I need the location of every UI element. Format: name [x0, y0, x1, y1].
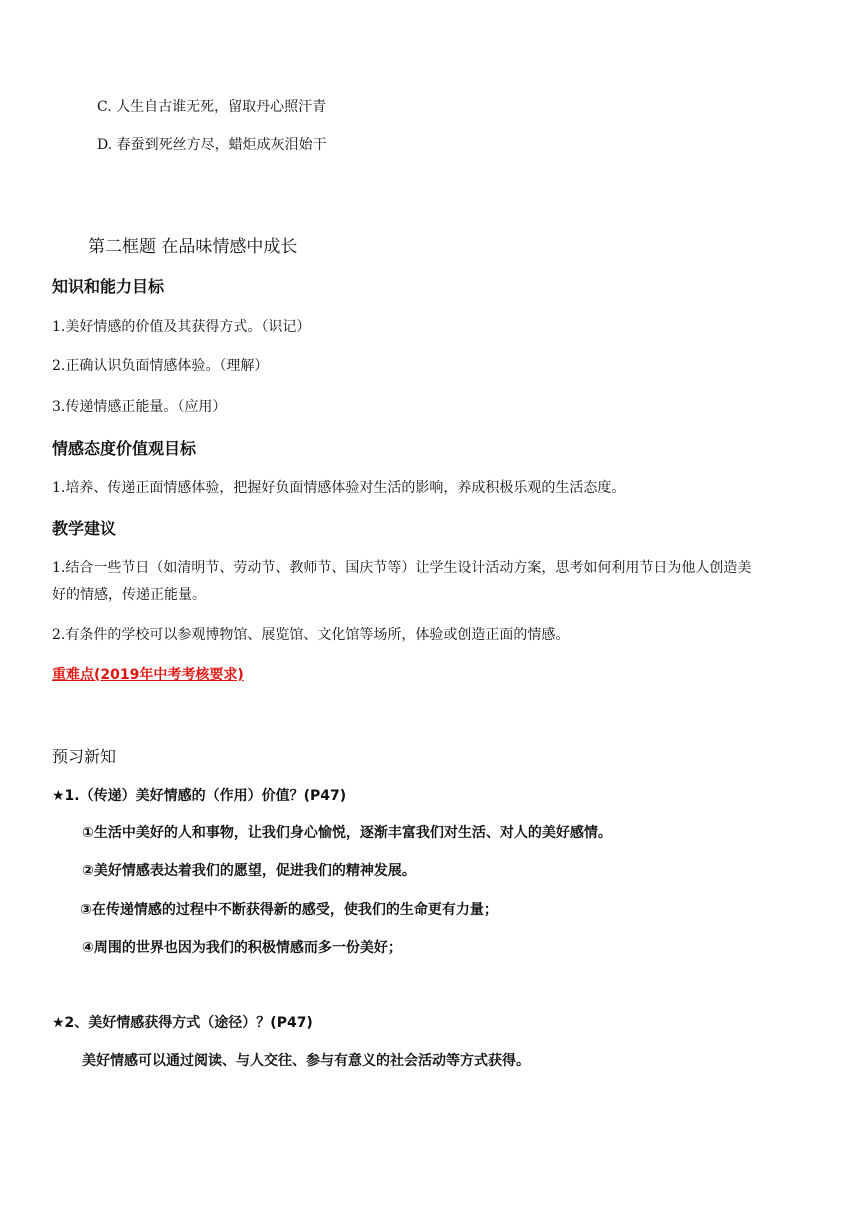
teaching-item-1-line-2: 好的情感，传递正能量。 — [52, 587, 206, 603]
attitude-item-1: 1.培养、传递正面情感体验，把握好负面情感体验对生活的影响，养成积极乐观的生活态度。 — [52, 480, 626, 496]
section-title: 第二框题 在品味情感中成长 — [88, 237, 298, 257]
teaching-item-2: 2.有条件的学校可以参观博物馆、展览馆、文化馆等场所，体验或创造正面的情感。 — [52, 627, 570, 643]
question-1-title: ★1.（传递）美好情感的（作用）价值？(P47) — [52, 788, 347, 804]
teaching-heading: 教学建议 — [52, 519, 117, 538]
knowledge-item-2: 2.正确认识负面情感体验。（理解） — [52, 358, 269, 374]
attitude-heading: 情感态度价值观目标 — [52, 439, 197, 458]
question-2-title: ★2、美好情感获得方式（途径）？(P47) — [52, 1015, 313, 1031]
question-2-answer: 美好情感可以通过阅读、与人交往、参与有意义的社会活动等方式获得。 — [82, 1053, 530, 1069]
knowledge-item-3: 3.传递情感正能量。（应用） — [52, 399, 227, 415]
question-1-point-4: ④周围的世界也因为我们的积极情感而多一份美好； — [82, 940, 402, 956]
question-1-point-2: ②美好情感表达着我们的愿望，促进我们的精神发展。 — [82, 863, 416, 879]
preview-heading: 预习新知 — [52, 747, 117, 766]
question-1-point-1: ①生活中美好的人和事物，让我们身心愉悦，逐渐丰富我们对生活、对人的美好感情。 — [82, 825, 612, 841]
option-d: D. 春蚕到死丝方尽，蜡炬成灰泪始干 — [97, 137, 327, 153]
teaching-item-1-line-1: 1.结合一些节日（如清明节、劳动节、教师节、国庆节等）让学生设计活动方案，思考如何利用节日为他人创造美 — [52, 560, 752, 576]
knowledge-item-1: 1.美好情感的价值及其获得方式。（识记） — [52, 319, 311, 335]
knowledge-heading: 知识和能力目标 — [52, 277, 165, 296]
question-1-point-3: ③在传递情感的过程中不断获得新的感受，使我们的生命更有力量； — [80, 902, 498, 918]
option-c: C. 人生自古谁无死，留取丹心照汗青 — [97, 99, 327, 115]
key-points-link: 重难点(2019年中考考核要求) — [52, 667, 244, 683]
